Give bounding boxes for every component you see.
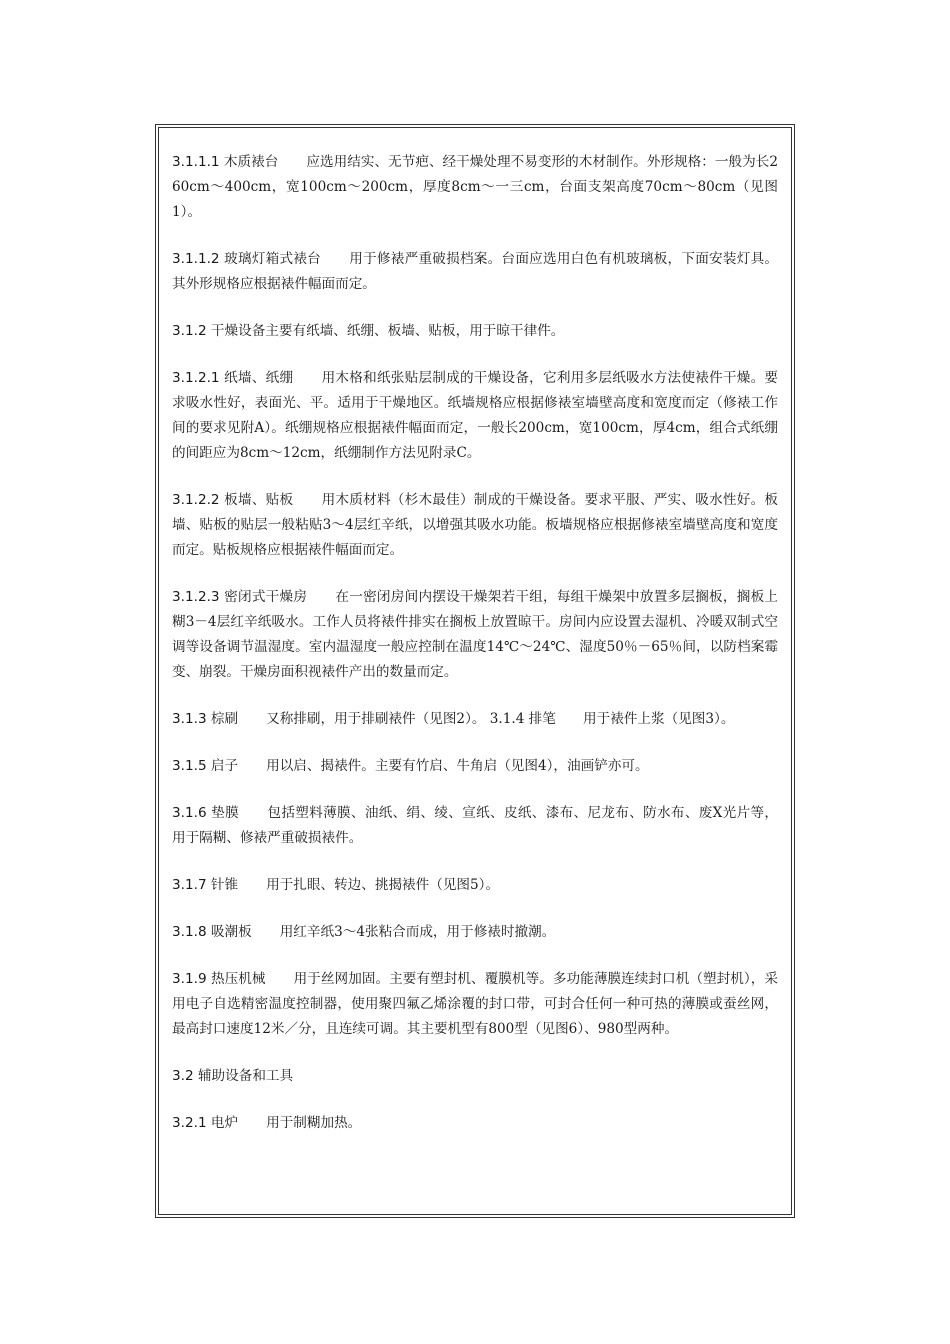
section-text: 应选用结实、无节疤、经干燥处理不易变形的木材制作。外形规格：一般为长260cm～400cm，宽100cm～200cm，厚度8cm～一三cm，台面支架高度70cm～80cm（见图1）。 [172,154,779,220]
paragraph-3-2-1 [172,1111,778,1136]
section-number: 3.1.1.1 [172,154,220,170]
section-text: 用于丝网加固。主要有塑封机、覆膜机等。多功能薄膜连续封口机（塑封机），采用电子自选精密温度控制器，使用聚四氟乙烯涂覆的封口带，可封合任何一种可热的薄膜或蚕丝网，最高封口速度12米／分，且连续可调。其主要机型有800型（见图6）、980型两种。 [172,971,779,1037]
section-title: 干燥设备主要有纸墙、纸绷、板墙、贴板，用于晾干律件。 [210,323,565,339]
section-title: 辅助设备和工具 [197,1068,294,1084]
section-title: 垫膜 [211,805,240,821]
paragraph-3-1-6 [172,801,778,851]
section-number: 3.1.7 [172,877,207,893]
paragraph-3-1-5 [172,754,778,779]
section-title: 热压机械 [210,971,266,987]
section-text: 用于扎眼、转边、挑揭裱件（见图5）。 [266,877,500,893]
section-text: 用木格和纸张贴层制成的干燥设备，它利用多层纸吸水方法使裱件干燥。要求吸水性好，表面光、平。适用于干燥地区。纸墙规格应根据修裱室墙壁高度和宽度而定（修裱工作间的要求见附A）。纸绷规格应根据裱件幅面而定，一般长200cm，宽100cm，厚4cm，组合式纸绷的间距应为8cm～12cm，纸绷制作方法见附录C。 [172,370,779,461]
paragraph-3-1-2-1 [172,366,778,466]
section-text: 包括塑料薄膜、油纸、绢、绫、宣纸、皮纸、漆布、尼龙布、防水布、废X光片等，用于隔糊、修裱严重破损裱件。 [172,805,779,846]
section-number: 3.1.5 [172,758,207,774]
section-title: 针锥 [210,877,239,893]
section-title: 棕刷 [210,711,239,727]
section-title: 吸潮板 [210,924,252,940]
paragraph-3-1-2 [172,319,778,344]
section-title: 电炉 [210,1115,239,1131]
section-title: 密闭式干燥房 [224,589,308,605]
paragraph-3-2 [172,1064,778,1089]
section-text: 用于制糊加热。 [266,1115,362,1131]
section-title: 启子 [210,758,239,774]
section-number: 3.1.2 [172,323,207,339]
section-title: 玻璃灯箱式裱台 [224,251,322,267]
document-body [172,150,778,1158]
section-title: 木质裱台 [223,154,279,170]
paragraph-3-1-1-2 [172,247,778,297]
section-number: 3.1.8 [172,924,207,940]
paragraph-3-1-2-3 [172,585,778,685]
section-title: 板墙、贴板 [224,492,294,508]
paragraph-3-1-8 [172,920,778,945]
section-number: 3.1.3 [172,711,207,727]
paragraph-3-1-3 [172,707,778,732]
section-text: 又称排刷，用于排刷裱件（见图2）。 3.1.4 排笔 用于裱件上浆（见图3）。 [266,711,735,727]
section-number: 3.1.1.2 [172,251,220,267]
section-number: 3.1.2.1 [172,370,220,386]
section-text: 用以启、揭裱件。主要有竹启、牛角启（见图4），油画铲亦可。 [266,758,649,774]
paragraph-3-1-2-2 [172,488,778,563]
section-text: 用红辛纸3～4张粘合而成，用于修裱时撤潮。 [279,924,556,940]
section-number: 3.2.1 [172,1115,207,1131]
section-number: 3.1.2.3 [172,589,220,605]
paragraph-3-1-7 [172,873,778,898]
section-text: 在一密闭房间内摆设干燥架若干组，每组干燥架中放置多层搁板，搁板上糊3－4层红辛纸吸水。工作人员将裱件排实在搁板上放置晾干。房间内应设置去湿机、冷暖双制式空调等设备调节温湿度。室内温湿度一般应控制在温度14℃～24℃、湿度50％－65％间，以防档案霉变、崩裂。干燥房面积视裱件产出的数量而定。 [172,589,779,680]
paragraph-3-1-1-1 [172,150,778,225]
section-text: 用木质材料（杉木最佳）制成的干燥设备。要求平服、严实、吸水性好。板墙、贴板的贴层一般粘贴3～4层红辛纸，以增强其吸水功能。板墙规格应根据修裱室墙壁高度和宽度而定。贴板规格应根据裱件幅面而定。 [172,492,779,558]
section-text: 用于修裱严重破损档案。台面应选用白色有机玻璃板，下面安装灯具。其外形规格应根据裱件幅面而定。 [172,251,779,292]
paragraph-3-1-9 [172,967,778,1042]
section-number: 3.1.2.2 [172,492,220,508]
section-title: 纸墙、纸绷 [224,370,294,386]
section-number: 3.1.9 [172,971,207,987]
section-number: 3.2 [172,1068,194,1084]
section-number: 3.1.6 [172,805,207,821]
